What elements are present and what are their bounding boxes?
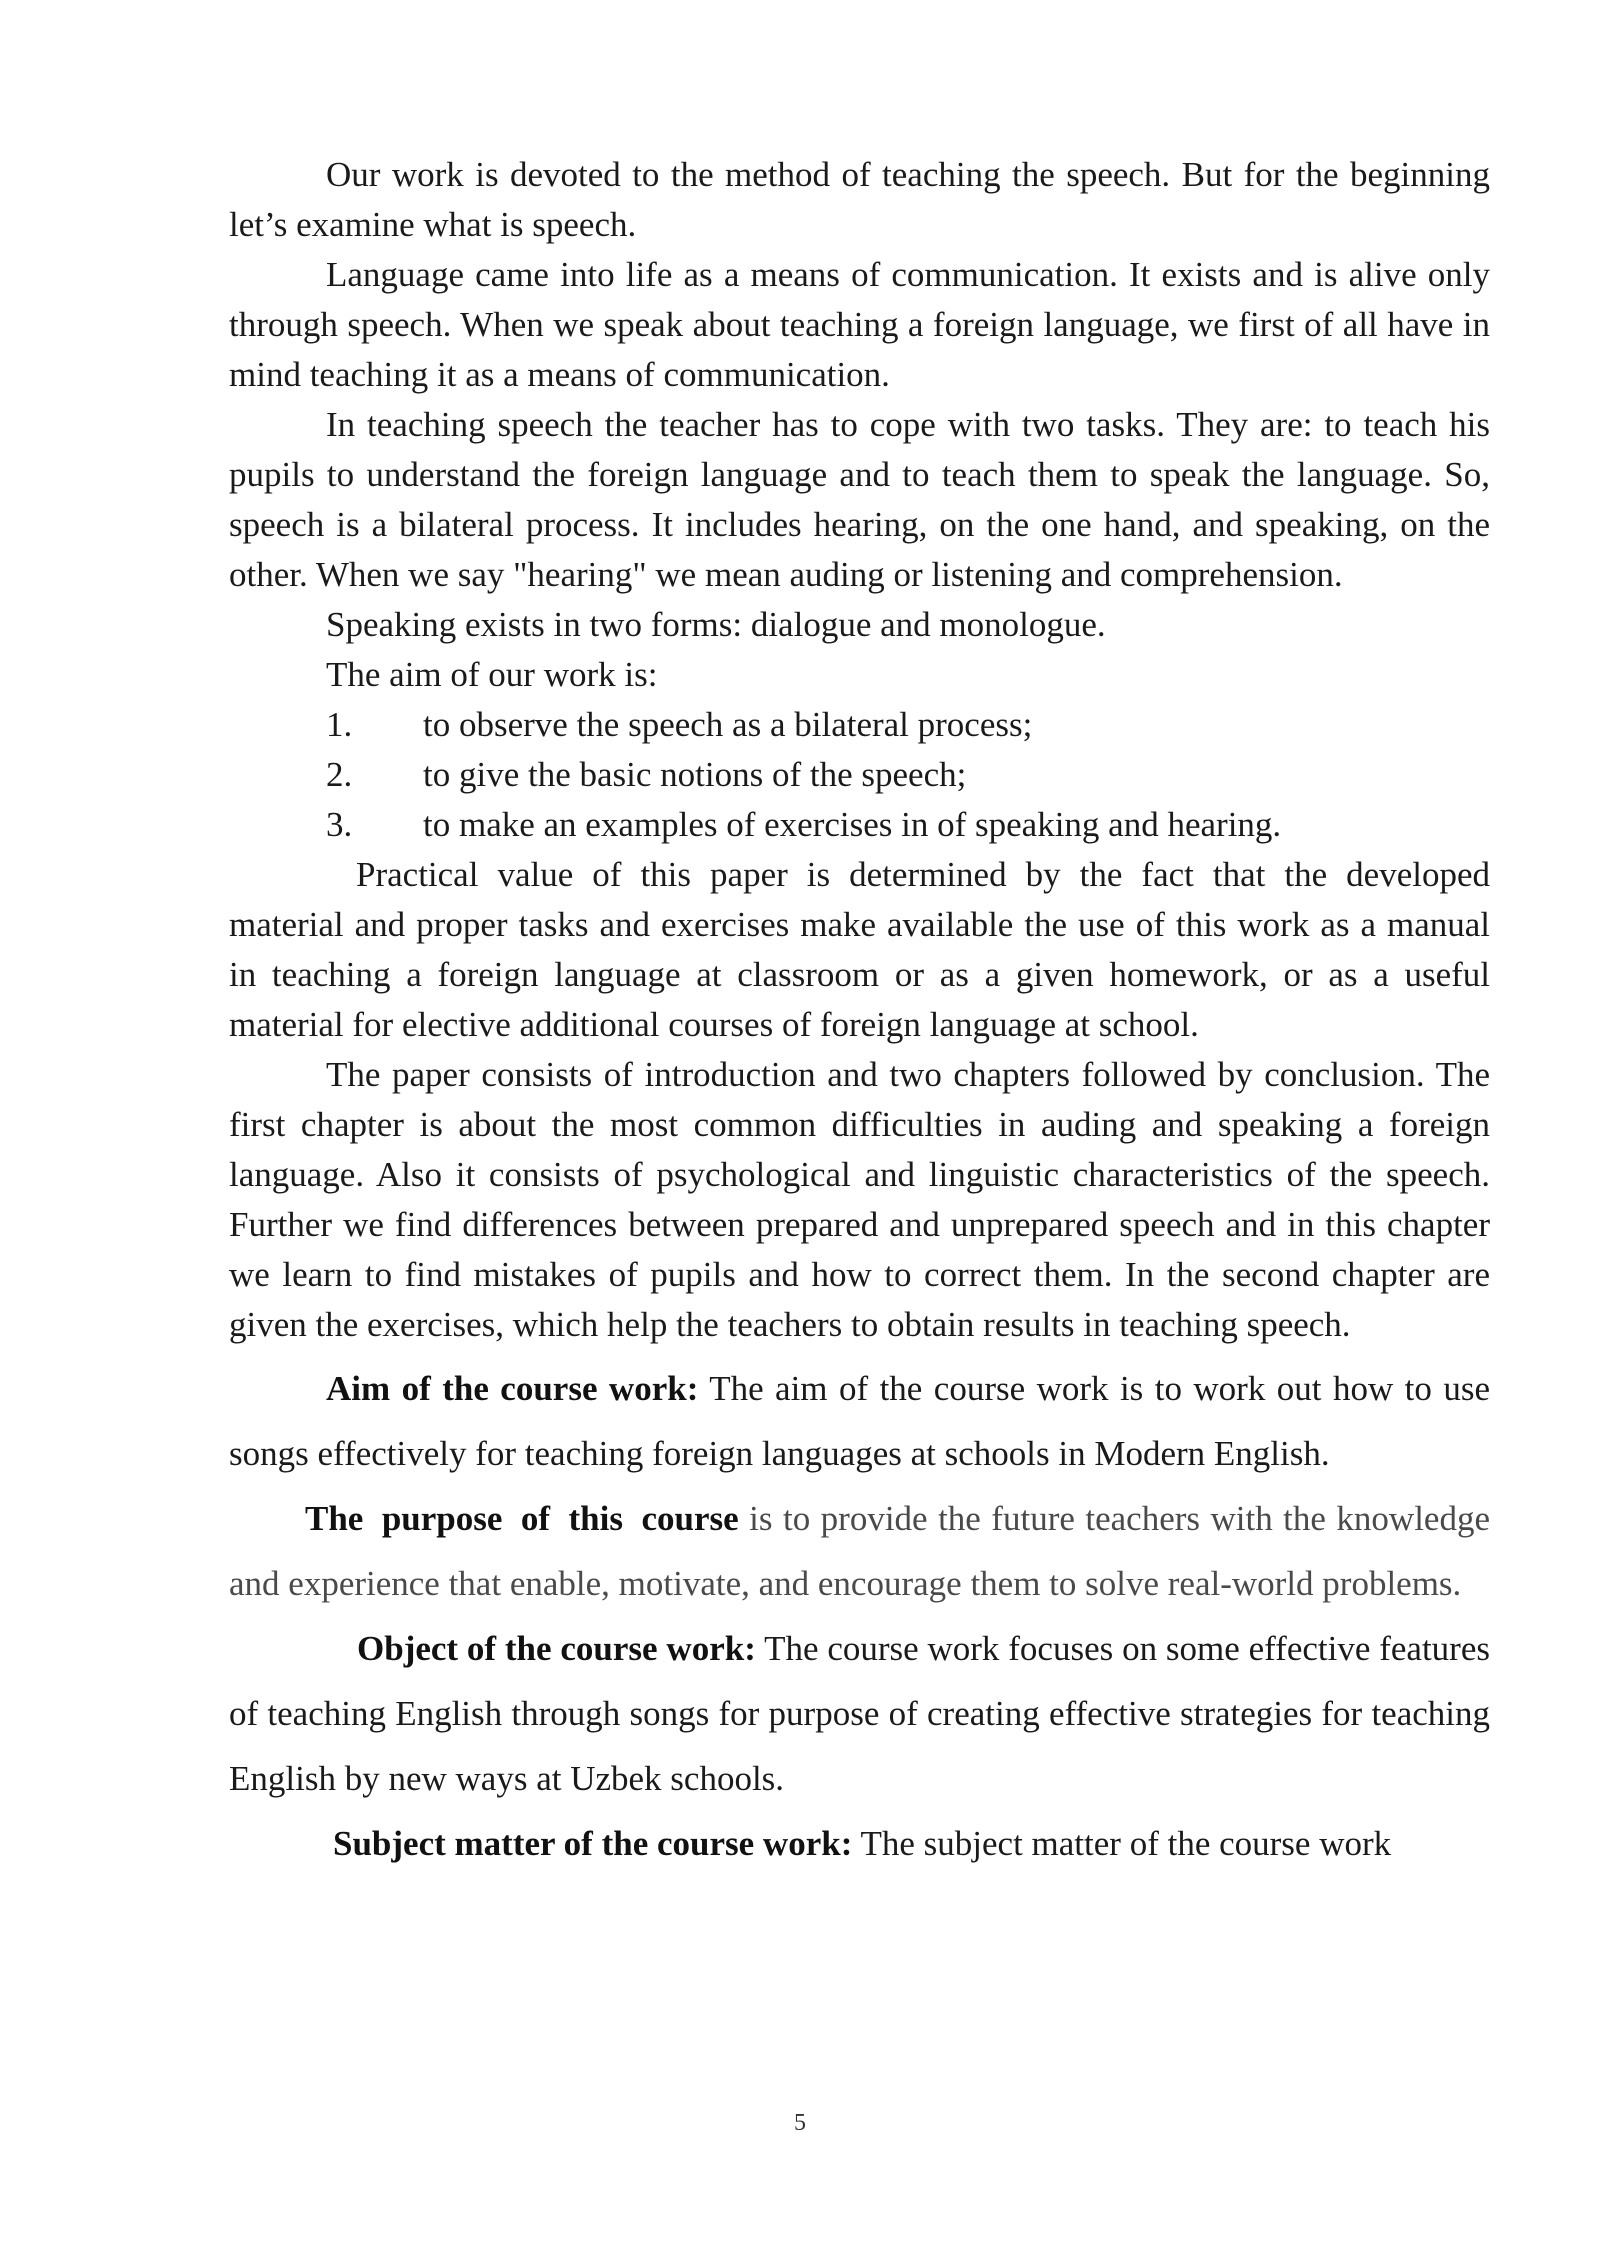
section-object-label: Object of the course work: [357,1629,756,1668]
list-number: 1. [326,705,353,744]
section-purpose [229,1486,1490,1616]
section-subject-label: Subject matter of the course work: [333,1824,853,1863]
section-aim-text: The aim of the course work is to work out how to use songs effectively for teaching foreign languages at schools in Modern English. [229,1369,1490,1473]
list-text: to make an examples of exercises in of speaking and hearing. [423,805,1282,844]
list-number: 3. [326,805,353,844]
list-item [229,800,1490,850]
body-text [229,150,1490,1876]
list-item [229,750,1490,800]
section-purpose-label: The purpose of this course [305,1499,739,1538]
list-text: to observe the speech as a bilateral process; [423,705,1033,744]
page-number: 5 [794,2110,806,2136]
paragraph-language: Language came into life as a means of communication. It exists and is alive only through speech. When we speak about teaching a foreign language, we first of all have in mind teaching it as a means of communication. [229,255,1490,394]
list-number: 2. [326,755,353,794]
list-text: to give the basic notions of the speech; [423,755,967,794]
section-subject [229,1811,1490,1876]
section-purpose-text: is to provide the future teachers with the knowledge and experience that enable, motivate, and encourage them to solve real-world problems. [229,1499,1490,1603]
paragraph-structure: The paper consists of introduction and two chapters followed by conclusion. The first chapter is about the most common difficulties in auding and speaking a foreign language. Also it consists of psychological and linguistic characteristics of the speech. Further we find differences between prepared and unprepared speech and in this chapter we learn to find mistakes of pupils and how to correct them. In the second chapter are given the exercises, which help the teachers to obtain results in teaching speech. [229,1055,1490,1344]
section-subject-text: The subject matter of the course work [852,1824,1392,1863]
list-item [229,700,1490,750]
paragraph-intro: Our work is devoted to the method of teaching the speech. But for the beginning let’s examine what is speech. [229,155,1490,244]
paragraph-speaking-forms: Speaking exists in two forms: dialogue and monologue. [326,605,1106,644]
section-aim-label: Aim of the course work: [326,1369,699,1408]
paragraph-practical-value: Practical value of this paper is determined by the fact that the developed material and proper tasks and exercises make available the use of this work as a manual in teaching a foreign language at classroom or as a given homework, or as a useful material for elective additional courses of foreign language at school. [229,855,1490,1044]
section-aim [229,1356,1490,1486]
section-object-text: The course work focuses on some effective features of teaching English through songs for purpose of creating effective strategies for teaching English by new ways at Uzbek schools. [229,1629,1490,1798]
paragraph-aim-intro: The aim of our work is: [326,655,658,694]
paragraph-teaching-speech: In teaching speech the teacher has to cope with two tasks. They are: to teach his pupils to understand the foreign language and to teach them to speak the language. So, speech is a bilateral process. It includes hearing, on the one hand, and speaking, on the other. When we say "hearing" we mean auding or listening and comprehension. [229,405,1490,594]
section-object [229,1616,1490,1811]
